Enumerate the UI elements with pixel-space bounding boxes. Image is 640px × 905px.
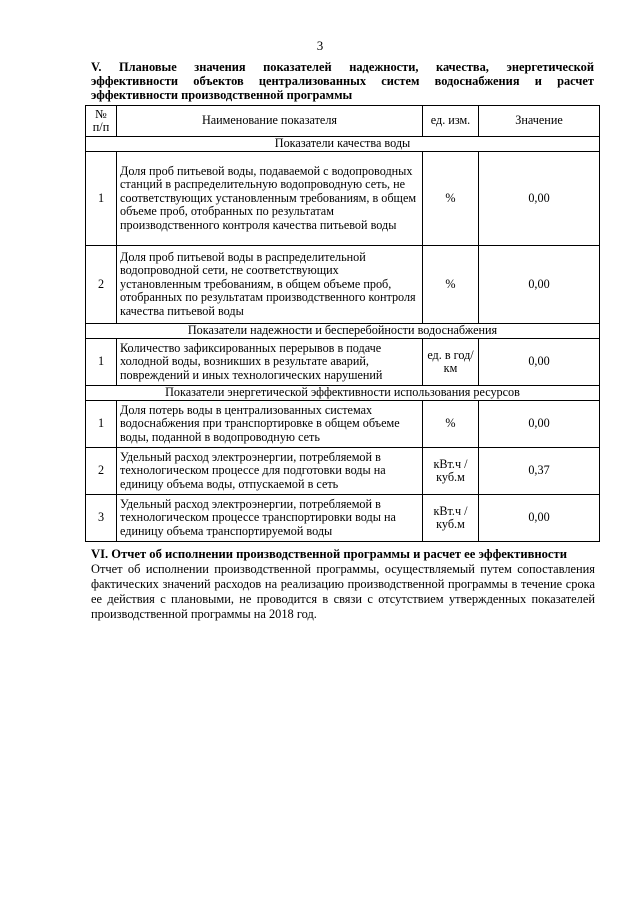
- header-unit: ед. изм.: [423, 106, 479, 137]
- row-value: 0,00: [479, 246, 600, 324]
- page-number: 3: [316, 38, 324, 53]
- indicators-table: [85, 105, 600, 542]
- row-unit: %: [423, 401, 479, 448]
- row-value: 0,00: [479, 152, 600, 246]
- row-unit: %: [423, 152, 479, 246]
- row-unit: кВт.ч / куб.м: [423, 495, 479, 542]
- group-heading-energy: [86, 386, 600, 401]
- row-unit: %: [423, 246, 479, 324]
- row-num: 1: [86, 152, 117, 246]
- row-name: Доля потерь воды в централизованных системах водоснабжения при транспортировке в общем объеме воды, поданной в водопроводную сеть: [117, 401, 423, 448]
- group-title: Показатели качества воды: [86, 137, 600, 152]
- table-row: [86, 339, 600, 386]
- table-row: [86, 152, 600, 246]
- section-6-title: VI. Отчет об исполнении производственной программы и расчет ее эффективности: [91, 547, 567, 561]
- row-value: 0,00: [479, 339, 600, 386]
- row-num: 1: [86, 339, 117, 386]
- header-value: Значение: [479, 106, 600, 137]
- row-value: 0,37: [479, 448, 600, 495]
- row-name: Удельный расход электроэнергии, потребляемой в технологическом процессе транспортировки воды на единицу объема транспортируемой воды: [117, 495, 423, 542]
- header-num: № п/п: [86, 106, 117, 137]
- section-5-title: V. Плановые значения показателей надежности, качества, энергетической эффективности объектов централизованных систем водоснабжения и расчет эффективности производственной программы: [91, 60, 594, 102]
- table-row: [86, 246, 600, 324]
- row-unit: кВт.ч / куб.м: [423, 448, 479, 495]
- row-value: 0,00: [479, 401, 600, 448]
- table-row: [86, 495, 600, 542]
- row-num: 2: [86, 448, 117, 495]
- group-heading-reliability: [86, 324, 600, 339]
- group-heading-quality: [86, 137, 600, 152]
- table-row: [86, 401, 600, 448]
- group-title: Показатели надежности и бесперебойности водоснабжения: [86, 324, 600, 339]
- row-num: 3: [86, 495, 117, 542]
- section-6-text: Отчет об исполнении производственной программы, осуществляемый путем сопоставления фактических значений расходов на реализацию производственной программы в течение срока ее действия с плановыми, не проводится в связи с отсутствием утвержденных показателей производственной программы на 2018 год.: [91, 562, 595, 621]
- row-name: Доля проб питьевой воды, подаваемой с водопроводных станций в распределительную водопроводную сеть, не соответствующих установленным требованиям, в общем объеме проб, отобранных по результатам производственного контроля качества питьевой воды: [117, 152, 423, 246]
- row-name: Доля проб питьевой воды в распределительной водопроводной сети, не соответствующих установленным требованиям, в общем объеме проб, отобранных по результатам производственного контроля качества питьевой воды: [117, 246, 423, 324]
- row-name: Удельный расход электроэнергии, потребляемой в технологическом процессе для подготовки воды на единицу объема воды, отпускаемой в сеть: [117, 448, 423, 495]
- row-unit: ед. в год/ км: [423, 339, 479, 386]
- row-value: 0,00: [479, 495, 600, 542]
- row-name: Количество зафиксированных перерывов в подаче холодной воды, возникших в результате аварий, повреждений и иных технологических нарушений: [117, 339, 423, 386]
- table-header-row: [86, 106, 600, 137]
- header-name: Наименование показателя: [117, 106, 423, 137]
- row-num: 1: [86, 401, 117, 448]
- row-num: 2: [86, 246, 117, 324]
- group-title: Показатели энергетической эффективности использования ресурсов: [86, 386, 600, 401]
- table-row: [86, 448, 600, 495]
